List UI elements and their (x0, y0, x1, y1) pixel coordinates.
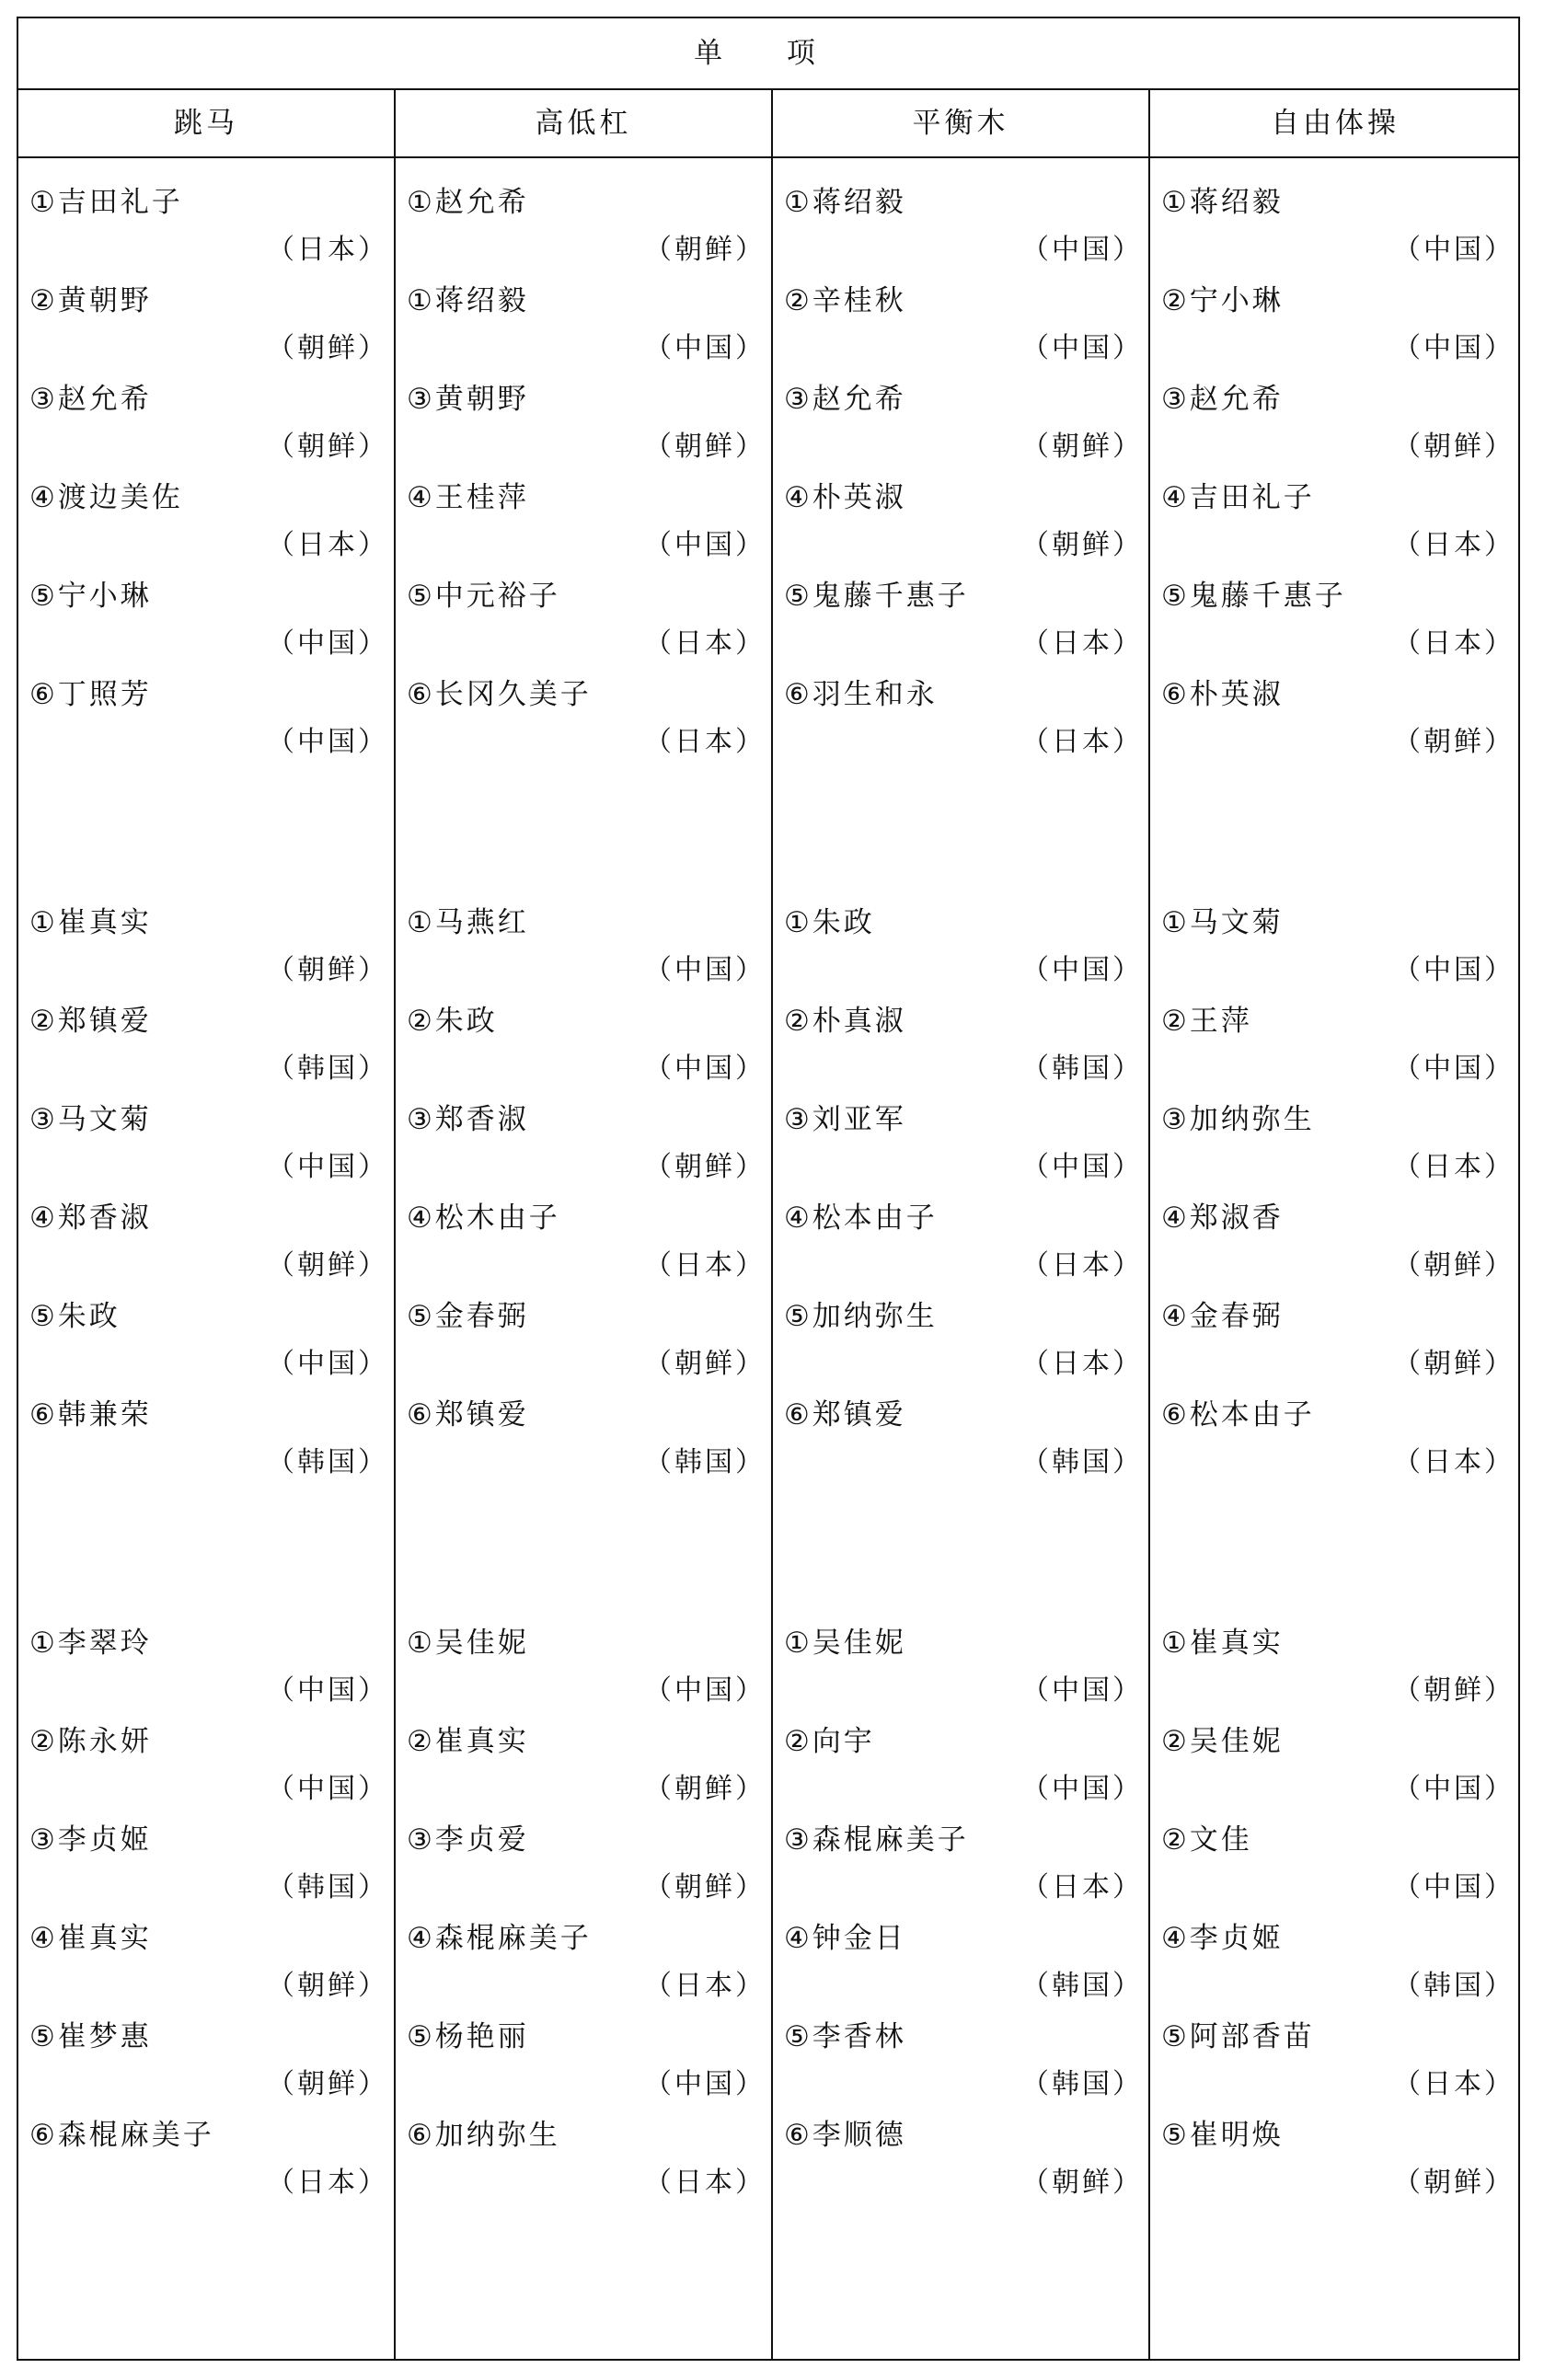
list-item (396, 2117, 771, 2209)
list-item (1150, 479, 1520, 571)
athlete-country: （日本） (644, 1970, 766, 2002)
athlete-country: （朝鲜） (644, 1348, 766, 1380)
athlete-name: ④崔真实 (29, 1922, 152, 1955)
athlete-country: （中国） (267, 1348, 388, 1380)
list-item (396, 904, 771, 996)
athlete-name: ⑥加纳弥生 (407, 2119, 560, 2152)
athlete-country: （朝鲜） (1021, 2167, 1143, 2199)
athlete-name: ③赵允希 (1161, 383, 1284, 416)
athlete-name: ⑤崔明焕 (1161, 2119, 1284, 2152)
athlete-country: （中国） (1021, 1674, 1143, 1707)
athlete-country: （朝鲜） (267, 2068, 388, 2100)
list-item (396, 1920, 771, 2012)
athlete-name: ⑤金春弼 (407, 1300, 529, 1333)
athlete-name: ⑤中元裕子 (407, 580, 560, 613)
list-item (396, 1625, 771, 1717)
header-row (18, 90, 1518, 158)
athlete-name: ①吴佳妮 (784, 1627, 906, 1660)
list-item (18, 1200, 394, 1292)
athlete-name: ⑥郑镇爱 (784, 1398, 906, 1431)
athlete-name: ①吉田礼子 (29, 186, 183, 219)
athlete-name: ③加纳弥生 (1161, 1103, 1315, 1136)
athlete-country: （朝鲜） (1393, 2167, 1515, 2199)
athlete-name: ③森棍麻美子 (784, 1823, 969, 1857)
list-item (773, 676, 1148, 768)
athlete-name: ⑤阿部香苗 (1161, 2020, 1315, 2053)
list-item (1150, 676, 1520, 768)
list-item (18, 904, 394, 996)
list-item (396, 282, 771, 374)
athlete-country: （日本） (1021, 726, 1143, 758)
athlete-country: （日本） (644, 1249, 766, 1282)
list-item (1150, 1625, 1520, 1717)
athlete-name: ③李贞爱 (407, 1823, 529, 1857)
athlete-country: （朝鲜） (1393, 1348, 1515, 1380)
list-item (18, 1003, 394, 1095)
athlete-country: （朝鲜） (1393, 1674, 1515, 1707)
athlete-name: ④王桂萍 (407, 481, 529, 514)
list-item (773, 1397, 1148, 1489)
list-item (18, 282, 394, 374)
athlete-name: ②郑镇爱 (29, 1005, 152, 1038)
athlete-country: （日本） (1393, 529, 1515, 561)
list-item (773, 1822, 1148, 1914)
header-vault: 跳马 (174, 107, 238, 140)
athlete-name: ③黄朝野 (407, 383, 529, 416)
athlete-name: ③赵允希 (784, 383, 906, 416)
athlete-country: （中国） (1393, 1871, 1515, 1903)
list-item (773, 1101, 1148, 1193)
list-item (396, 479, 771, 571)
athlete-country: （朝鲜） (644, 1151, 766, 1183)
athlete-country: （朝鲜） (644, 1871, 766, 1903)
list-item (773, 381, 1148, 473)
athlete-name: ②王萍 (1161, 1005, 1252, 1038)
athlete-country: （中国） (644, 954, 766, 986)
athlete-name: ④郑香淑 (29, 1201, 152, 1235)
list-item (18, 1723, 394, 1815)
list-item (396, 184, 771, 276)
athlete-country: （韩国） (644, 1446, 766, 1478)
athlete-country: （中国） (267, 1674, 388, 1707)
athlete-country: （中国） (1021, 1773, 1143, 1805)
list-item (1150, 1920, 1520, 2012)
list-item (396, 1822, 771, 1914)
list-item (396, 1723, 771, 1815)
athlete-name: ⑤鬼藤千惠子 (1161, 580, 1346, 613)
athlete-country: （日本） (1021, 1871, 1143, 1903)
list-item (773, 904, 1148, 996)
athlete-country: （日本） (267, 529, 388, 561)
list-item (773, 1920, 1148, 2012)
athlete-country: （中国） (267, 627, 388, 660)
athlete-name: ①蒋绍毅 (1161, 186, 1284, 219)
athlete-name: ④朴英淑 (784, 481, 906, 514)
athlete-name: ①崔真实 (1161, 1627, 1284, 1660)
list-item (1150, 904, 1520, 996)
list-item (1150, 1723, 1520, 1815)
athlete-country: （日本） (267, 2167, 388, 2199)
athlete-country: （中国） (1021, 234, 1143, 266)
athlete-name: ⑥长冈久美子 (407, 678, 592, 711)
athlete-name: ②朱政 (407, 1005, 498, 1038)
athlete-name: ①朱政 (784, 906, 875, 939)
column-uneven-bars (396, 158, 771, 2359)
athlete-country: （韩国） (1021, 1970, 1143, 2002)
athlete-name: ⑤崔梦惠 (29, 2020, 152, 2053)
athlete-country: （中国） (644, 1674, 766, 1707)
list-item (1150, 1822, 1520, 1914)
list-item (396, 1397, 771, 1489)
athlete-name: ⑤朱政 (29, 1300, 121, 1333)
list-item (1150, 2117, 1520, 2209)
list-item (18, 2018, 394, 2110)
athlete-name: ②吴佳妮 (1161, 1725, 1284, 1758)
athlete-country: （中国） (1393, 954, 1515, 986)
athlete-name: ②朴真淑 (784, 1005, 906, 1038)
list-item (1150, 1101, 1520, 1193)
list-item (18, 1101, 394, 1193)
athlete-country: （中国） (644, 1052, 766, 1085)
athlete-country: （韩国） (1021, 2068, 1143, 2100)
athlete-country: （朝鲜） (267, 1249, 388, 1282)
list-item (773, 2117, 1148, 2209)
athlete-name: ⑤加纳弥生 (784, 1300, 938, 1333)
athlete-name: ⑤杨艳丽 (407, 2020, 529, 2053)
athlete-name: ⑥森棍麻美子 (29, 2119, 214, 2152)
athlete-name: ④李贞姬 (1161, 1922, 1284, 1955)
athlete-name: ④松木由子 (407, 1201, 560, 1235)
athlete-country: （韩国） (267, 1871, 388, 1903)
athlete-name: ④森棍麻美子 (407, 1922, 592, 1955)
athlete-name: ⑤李香林 (784, 2020, 906, 2053)
athlete-country: （中国） (1393, 1773, 1515, 1805)
list-item (1150, 1200, 1520, 1292)
list-item (1150, 381, 1520, 473)
athlete-country: （日本） (267, 234, 388, 266)
list-item (18, 381, 394, 473)
athlete-country: （朝鲜） (267, 1970, 388, 2002)
athlete-country: （朝鲜） (1393, 726, 1515, 758)
header-balance-beam: 平衡木 (912, 107, 1009, 140)
athlete-country: （朝鲜） (1393, 431, 1515, 463)
athlete-country: （朝鲜） (644, 234, 766, 266)
athlete-name: ③马文菊 (29, 1103, 152, 1136)
athlete-country: （日本） (1021, 627, 1143, 660)
list-item (773, 2018, 1148, 2110)
athlete-name: ⑤宁小琳 (29, 580, 152, 613)
list-item (396, 676, 771, 768)
list-item (18, 1920, 394, 2012)
list-item (773, 1723, 1148, 1815)
athlete-country: （日本） (644, 627, 766, 660)
list-item (1150, 184, 1520, 276)
list-item (396, 578, 771, 670)
athlete-country: （日本） (1393, 627, 1515, 660)
athlete-country: （日本） (1393, 1151, 1515, 1183)
athlete-name: ③郑香淑 (407, 1103, 529, 1136)
list-item (18, 184, 394, 276)
athlete-country: （韩国） (267, 1052, 388, 1085)
list-item (396, 2018, 771, 2110)
list-item (396, 1101, 771, 1193)
athlete-name: ③赵允希 (29, 383, 152, 416)
athlete-name: ⑥李顺德 (784, 2119, 906, 2152)
athlete-name: ②黄朝野 (29, 284, 152, 317)
athlete-name: ①马燕红 (407, 906, 529, 939)
athlete-country: （韩国） (1021, 1446, 1143, 1478)
list-item (1150, 2018, 1520, 2110)
list-item (773, 282, 1148, 374)
athlete-country: （中国） (644, 2068, 766, 2100)
athlete-name: ①蒋绍毅 (784, 186, 906, 219)
athlete-country: （朝鲜） (1021, 529, 1143, 561)
athlete-name: ⑥郑镇爱 (407, 1398, 529, 1431)
athlete-country: （日本） (1393, 2068, 1515, 2100)
list-item (18, 1298, 394, 1390)
athlete-name: ②向宇 (784, 1725, 875, 1758)
athlete-country: （中国） (1021, 332, 1143, 364)
athlete-name: ②辛桂秋 (784, 284, 906, 317)
athlete-name: ①吴佳妮 (407, 1627, 529, 1660)
athlete-name: ⑥松本由子 (1161, 1398, 1315, 1431)
athlete-name: ④渡边美佐 (29, 481, 183, 514)
athlete-country: （日本） (1021, 1348, 1143, 1380)
athlete-name: ③刘亚军 (784, 1103, 906, 1136)
column-floor-exercise (1150, 158, 1520, 2359)
athlete-name: ⑥朴英淑 (1161, 678, 1284, 711)
table-title: 单 项 (18, 18, 1518, 90)
athlete-country: （日本） (1021, 1249, 1143, 1282)
athlete-country: （日本） (644, 2167, 766, 2199)
athlete-country: （中国） (1021, 1151, 1143, 1183)
athlete-name: ④吉田礼子 (1161, 481, 1315, 514)
athlete-country: （朝鲜） (267, 332, 388, 364)
column-balance-beam (773, 158, 1148, 2359)
list-item (18, 2117, 394, 2209)
athlete-name: ③李贞姬 (29, 1823, 152, 1857)
athlete-country: （中国） (267, 1773, 388, 1805)
column-vault (18, 158, 394, 2359)
athlete-country: （中国） (1021, 954, 1143, 986)
athlete-country: （韩国） (1393, 1970, 1515, 2002)
athlete-name: ⑤鬼藤千惠子 (784, 580, 969, 613)
athlete-name: ④郑淑香 (1161, 1201, 1284, 1235)
athlete-name: ②宁小琳 (1161, 284, 1284, 317)
athlete-name: ①赵允希 (407, 186, 529, 219)
athlete-country: （韩国） (267, 1446, 388, 1478)
athlete-name: ⑥丁照芳 (29, 678, 152, 711)
list-item (1150, 1397, 1520, 1489)
athlete-country: （朝鲜） (644, 431, 766, 463)
athlete-name: ④钟金日 (784, 1922, 906, 1955)
athlete-country: （朝鲜） (267, 954, 388, 986)
list-item (396, 1003, 771, 1095)
list-item (396, 1298, 771, 1390)
athlete-name: ①李翠玲 (29, 1627, 152, 1660)
list-item (1150, 1003, 1520, 1095)
list-item (773, 479, 1148, 571)
list-item (1150, 282, 1520, 374)
athlete-name: ⑥韩兼荣 (29, 1398, 152, 1431)
athlete-country: （朝鲜） (267, 431, 388, 463)
athlete-name: ①马文菊 (1161, 906, 1284, 939)
list-item (18, 1625, 394, 1717)
athlete-country: （中国） (644, 529, 766, 561)
list-item (1150, 1298, 1520, 1390)
list-item (18, 1397, 394, 1489)
list-item (773, 1298, 1148, 1390)
header-uneven-bars: 高低杠 (535, 107, 632, 140)
athlete-country: （中国） (267, 726, 388, 758)
results-table (17, 17, 1520, 2361)
athlete-name: ②陈永妍 (29, 1725, 152, 1758)
athlete-country: （中国） (1393, 332, 1515, 364)
athlete-name: ②文佳 (1161, 1823, 1252, 1857)
list-item (773, 578, 1148, 670)
athlete-country: （中国） (1393, 234, 1515, 266)
athlete-country: （中国） (1393, 1052, 1515, 1085)
list-item (18, 578, 394, 670)
athlete-name: ①崔真实 (29, 906, 152, 939)
list-item (396, 381, 771, 473)
list-item (396, 1200, 771, 1292)
athlete-country: （韩国） (1021, 1052, 1143, 1085)
athlete-name: ⑥羽生和永 (784, 678, 938, 711)
athlete-name: ①蒋绍毅 (407, 284, 529, 317)
athlete-name: ④松本由子 (784, 1201, 938, 1235)
athlete-country: （朝鲜） (1393, 1249, 1515, 1282)
list-item (18, 479, 394, 571)
list-item (773, 1003, 1148, 1095)
athlete-name: ②崔真实 (407, 1725, 529, 1758)
athlete-country: （朝鲜） (644, 1773, 766, 1805)
athlete-country: （中国） (644, 332, 766, 364)
list-item (773, 1200, 1148, 1292)
athlete-country: （朝鲜） (1021, 431, 1143, 463)
athlete-country: （日本） (1393, 1446, 1515, 1478)
list-item (18, 1822, 394, 1914)
list-item (18, 676, 394, 768)
list-item (773, 184, 1148, 276)
list-item (773, 1625, 1148, 1717)
athlete-name: ④金春弼 (1161, 1300, 1284, 1333)
list-item (1150, 578, 1520, 670)
header-floor-exercise: 自由体操 (1271, 107, 1400, 140)
athlete-country: （日本） (644, 726, 766, 758)
athlete-country: （中国） (267, 1151, 388, 1183)
